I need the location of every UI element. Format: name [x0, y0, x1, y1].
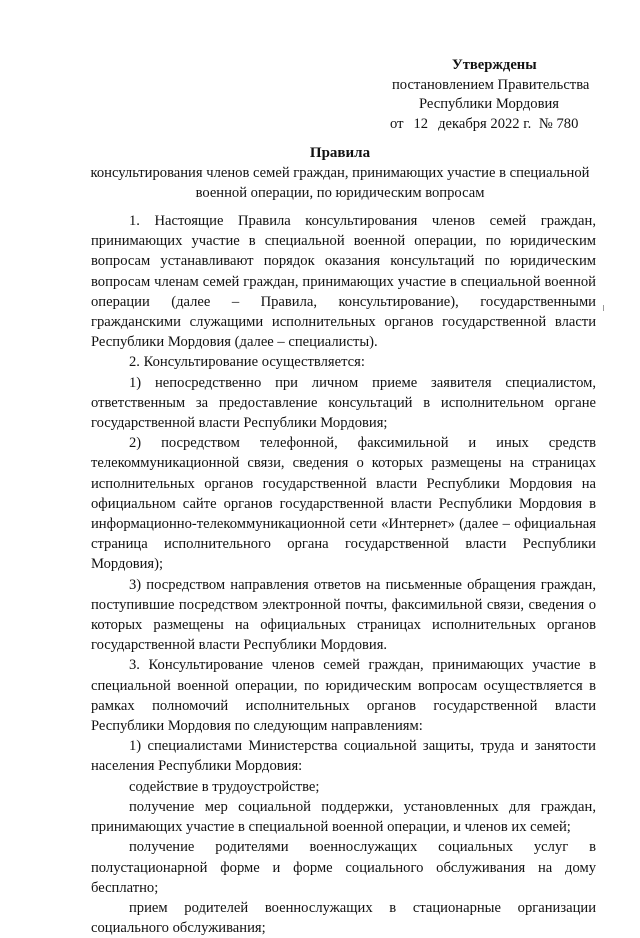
approval-line-2: Республики Мордовия: [419, 96, 560, 113]
paragraph-1: 1. Настоящие Правила консультирования членов семей граждан, принимающих участие в специальной военной операции, по юридическим вопросам устанавливают порядок оказания консультаций по юридическим вопросам членам семей граждан, принимающих участие в специальной военной операции (далее – Правила, консультирование), государственными гражданскими служащими исполнительных органов государственной власти Республики Мордовия (далее – специалисты).: [91, 213, 596, 351]
list-item-employment: содействие в трудоустройстве;: [129, 778, 320, 795]
approval-date-line: [376, 115, 616, 135]
paragraph-2: 2. Консультирование осуществляется:: [129, 354, 365, 371]
approval-line-1: постановлением Правительства: [392, 76, 590, 93]
approval-day: 12: [413, 115, 429, 132]
approval-number: 780: [556, 115, 579, 132]
document-body: [91, 211, 596, 938]
approval-block: [376, 56, 616, 134]
document-subtitle-line-2: военной операции, по юридическим вопросам: [195, 185, 485, 201]
paragraph-3-item-1: 1) специалистами Министерства социальной защиты, труда и занятости населения Республики Мордовия:: [91, 738, 596, 775]
document-subtitle-line-1: консультирования членов семей граждан, принимающих участие в специальной: [90, 165, 590, 181]
paragraph-2-item-3: 3) посредством направления ответов на письменные обращения граждан, поступившие посредством электронной почты, факсимильной связи, сведения о которых размещены на официальных страницах исполнительных органов государственной власти Республики Мордовия.: [91, 576, 596, 654]
list-item-social-support: получение мер социальной поддержки, установленных для граждан, принимающих участие в специальной военной операции, и членов их семей;: [91, 798, 596, 836]
margin-mark: [603, 305, 604, 311]
list-item-stationary-care: прием родителей военнослужащих в стационарные организации социального обслуживания;: [91, 899, 596, 937]
approval-title: Утверждены: [452, 57, 537, 73]
paragraph-2-item-1: 1) непосредственно при личном приеме заявителя специалистом, ответственным за предоставление консультаций в исполнительном органе государственной власти Республики Мордовия;: [91, 374, 596, 432]
document-title: Правила: [309, 145, 371, 161]
document-heading: [60, 143, 620, 203]
approval-date-prefix: от: [390, 115, 404, 132]
paragraph-2-item-2: 2) посредством телефонной, факсимильной и иных средств телекоммуникационной связи, сведения о которых размещены на страницах исполнительных органов государственной власти Республики Мордовия на официальном сайте органов государственной власти Республики Мордовия в информационно-телекоммуникационной сети «Интернет» (далее – официальная страница исполнительного органа государственной власти Республики Мордовия);: [91, 435, 596, 573]
approval-number-sign: №: [538, 115, 553, 132]
paragraph-3: 3. Консультирование членов семей граждан, принимающих участие в специальной военной операции, по юридическим вопросам осуществляется в рамках полномочий исполнительных органов государственной власти Республики Мордовия по следующим направлениям:: [91, 657, 596, 735]
list-item-social-services: получение родителями военнослужащих социальных услуг в полустационарной форме и форме социального обслуживания на дому бесплатно;: [91, 839, 596, 896]
approval-month-year: декабря 2022 г.: [438, 115, 532, 132]
